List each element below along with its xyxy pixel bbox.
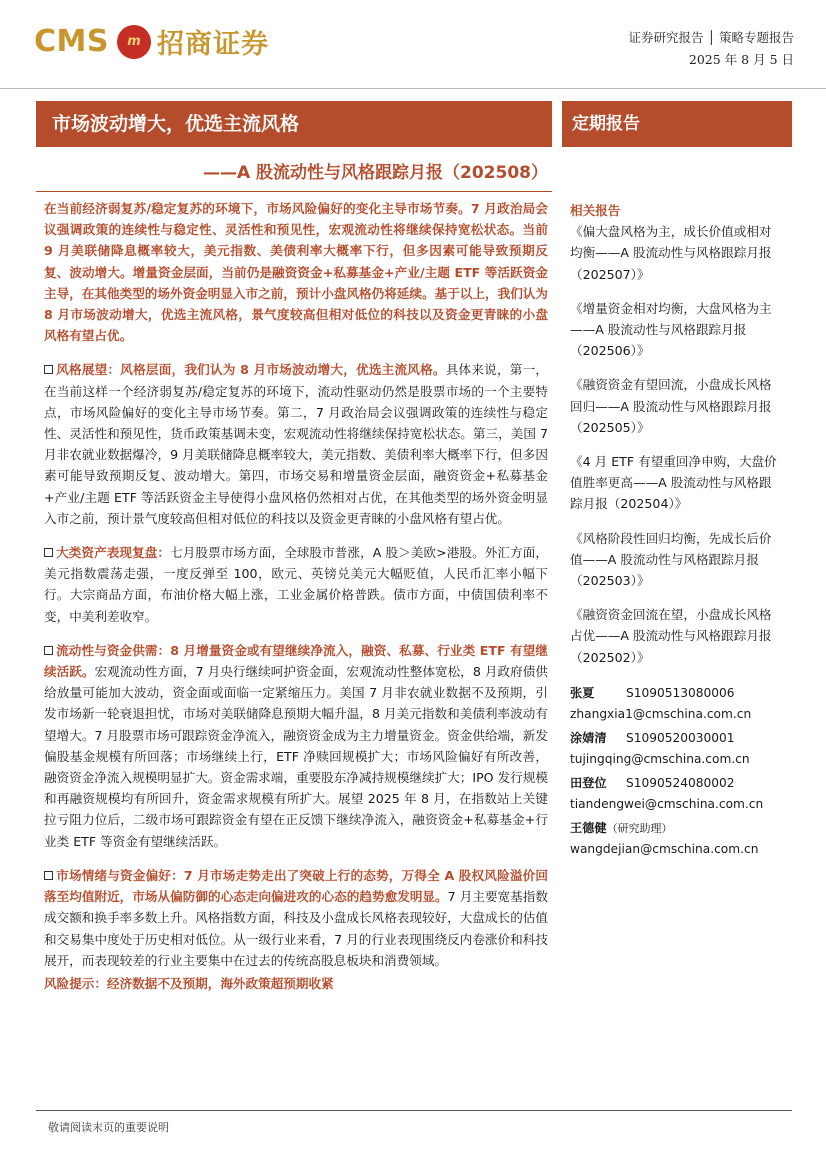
- related-report-item[interactable]: 《风格阶段性回归均衡，先成长后价值——A 股流动性与风格跟踪月报（202503）》: [570, 530, 772, 589]
- analyst-email[interactable]: tujingqing@cmschina.com.cn: [570, 752, 750, 766]
- header-meta: [629, 27, 794, 71]
- analyst-name: 张夏: [570, 686, 595, 700]
- analyst-row: [570, 728, 790, 749]
- related-reports: [570, 200, 784, 681]
- section-sentiment: [44, 865, 548, 971]
- section-liquidity: [44, 640, 548, 852]
- checkbox-bullet-icon: [44, 871, 53, 880]
- analyst-row: [570, 683, 790, 704]
- analyst-email[interactable]: zhangxia1@cmschina.com.cn: [570, 707, 752, 721]
- checkbox-bullet-icon: [44, 365, 53, 374]
- analyst-id: S1090524080002: [626, 776, 735, 790]
- report-type: 证券研究报告 │ 策略专题报告: [628, 30, 794, 45]
- page-subtitle: ——A 股流动性与风格跟踪月报（202508）: [202, 163, 548, 183]
- logo-emblem-icon: m: [117, 25, 151, 59]
- section-text: 具体来说，第一，在当前这样一个经济弱复苏/稳定复苏的环境下，流动性驱动仍然是股票市场的一个主要特点，市场风险偏好的变化主导市场节奏。第二，7 月政治局会议强调政策的连续性与稳定性、灵活性和预见性，货币政策基调未变，宏观流动性将继续保持宽松状态。第三，美国 7 月非农就业数据爆冷，9 月美联储降息概率较大，美元指数、美债利率大概率下行，但多因素可能导致预期反复、波动增大。第四，市场交易和增量资金层面，融资资金+私募基金+产业/主题 ETF 等活跃资金主导使得小盘风格仍然相对占优，在其他类型的场外资金明显入市之前，预计景气度较高但相对低位的科技以及资金更青睐的小盘风格有望占优。: [44, 362, 548, 526]
- section-style-outlook: [44, 359, 548, 529]
- analyst-note: （研究助理）: [606, 822, 673, 835]
- checkbox-bullet-icon: [44, 548, 53, 557]
- analyst-email[interactable]: wangdejian@cmschina.com.cn: [570, 842, 759, 856]
- analyst-name: 涂婧清: [570, 731, 607, 745]
- header-divider: [0, 88, 826, 89]
- related-report-item[interactable]: 《融资资金有望回流，小盘成长风格回归——A 股流动性与风格跟踪月报（202505）》: [570, 377, 772, 435]
- main-content: [44, 198, 548, 994]
- analyst-id: S1090513080006: [626, 686, 735, 700]
- page-title: 市场波动增大，优选主流风格: [36, 101, 552, 147]
- section-heading: 大类资产表现复盘：: [56, 545, 171, 561]
- section-heading: 风格展望：风格层面，我们认为 8 月市场波动增大，优选主流风格。: [56, 362, 446, 378]
- section-text: 7 月主要宽基指数成交额和换手率多数上升。风格指数方面，科技及小盘成长风格表现较好，大盘成长的估值和交易集中度处于历史相对低位。从一级行业来看，7 月的行业表现围绕反内卷涨价和科技展开，而表现较差的行业主要集中在过去的传统高股息板块和消费领域。: [44, 889, 548, 968]
- report-date: 2025 年 8 月 5 日: [688, 52, 794, 67]
- section-heading: 流动性与资金供需：8 月增量资金或有望继续净流入，融资、私募、行业类 ETF 有望继续活跃。: [44, 642, 548, 680]
- summary-lead: 在当前经济弱复苏/稳定复苏的环境下，市场风险偏好的变化主导市场节奏。7 月政治局会议强调政策的连续性与稳定性、灵活性和预见性，宏观流动性将继续保持宽松状态。当前 9 月美联储降息概率较大，美元指数、美债利率大概率下行，但多因素可能导致预期反复、波动增大。增量资金层面，当前仍是融资资金+私募基金+产业/主题 ETF 等活跃资金主导，在其他类型的场外资金明显入市之前，预计小盘风格仍将延续。基于以上，我们认为 8 月市场波动增大，优选主流风格，景气度较高但相对低位的科技以及资金更青睐的小盘风格有望占优。: [44, 201, 548, 344]
- logo-cms-text: CMS: [34, 24, 109, 59]
- analyst-id: S1090520030001: [626, 731, 735, 745]
- analyst-list: [570, 683, 790, 863]
- footer-disclaimer: 敬请阅读末页的重要说明: [48, 1121, 169, 1134]
- checkbox-bullet-icon: [44, 646, 53, 655]
- related-report-item[interactable]: 《偏大盘风格为主，成长价值或相对均衡——A 股流动性与风格跟踪月报（202507）》: [570, 224, 772, 282]
- logo-cn-text: 招商证券: [156, 29, 269, 60]
- analyst-email[interactable]: tiandengwei@cmschina.com.cn: [570, 797, 764, 811]
- analyst-row: [570, 818, 790, 839]
- title-divider: [36, 191, 552, 192]
- analyst-name: 王德健: [570, 821, 607, 835]
- related-report-item[interactable]: 《增量资金相对均衡，大盘风格为主——A 股流动性与风格跟踪月报（202506）》: [570, 300, 772, 359]
- analyst-name: 田登位: [570, 776, 607, 790]
- footer-divider: [36, 1110, 792, 1111]
- section-heading: 市场情绪与资金偏好：7 月市场走势走出了突破上行的态势，万得全 A 股权风险溢价回落至均值附近，市场从偏防御的心态走向偏进攻的心态的趋势愈发明显。: [44, 867, 548, 905]
- related-reports-title: 相关报告: [570, 203, 621, 218]
- related-report-item[interactable]: 《4 月 ETF 有望重回净申购，大盘价值胜率更高——A 股流动性与风格跟踪月报（202504）》: [570, 454, 777, 512]
- section-text: 七月股票市场方面，全球股市普涨，A 股＞美欧>港股。外汇方面，美元指数震荡走强，一度反弹至 100，欧元、英镑兑美元大幅贬值，人民币汇率小幅下行。大宗商品方面，布油价格大幅上涨，工业金属价格普跌。债市方面，中债国债利率不变，中美利差收窄。: [44, 545, 548, 624]
- analyst-row: [570, 773, 790, 794]
- section-text: 宏观流动性方面，7 月央行继续呵护资金面，宏观流动性整体宽松，8 月政府债供给放量可能加大波动，资金面或面临一定紧缩压力。美国 7 月非农就业数据不及预期，引发市场新一轮衰退担忧，市场对美联储降息预期大幅升温，8 月美元指数和美债利率波动有望增大。7 月股票市场可跟踪资金净流入，融资资金成为主力增量资金。资金供给端，新发偏股基金规模有所回落；市场继续上行，ETF 净赎回规模扩大；市场风险偏好有所改善，融资资金净流入规模明显扩大。资金需求端，重要股东净减持规模继续扩大；IPO 发行规模和再融资规模均有所回升，资金需求规模有所扩大。展望 2025 年 8 月，在指数站上关键拉亏阻力位后，二级市场可跟踪资金有望在正反馈下继续净流入，融资资金+私募基金+行业类 ETF 等资金有望继续活跃。: [44, 664, 548, 849]
- related-report-item[interactable]: 《融资资金回流在望，小盘成长风格占优——A 股流动性与风格跟踪月报（202502）》: [570, 607, 772, 665]
- section-asset-review: [44, 542, 548, 627]
- risk-warning: 风险提示：经济数据不及预期，海外政策超预期收紧: [44, 975, 334, 991]
- report-tag: 定期报告: [562, 101, 792, 147]
- company-logo: [34, 22, 269, 61]
